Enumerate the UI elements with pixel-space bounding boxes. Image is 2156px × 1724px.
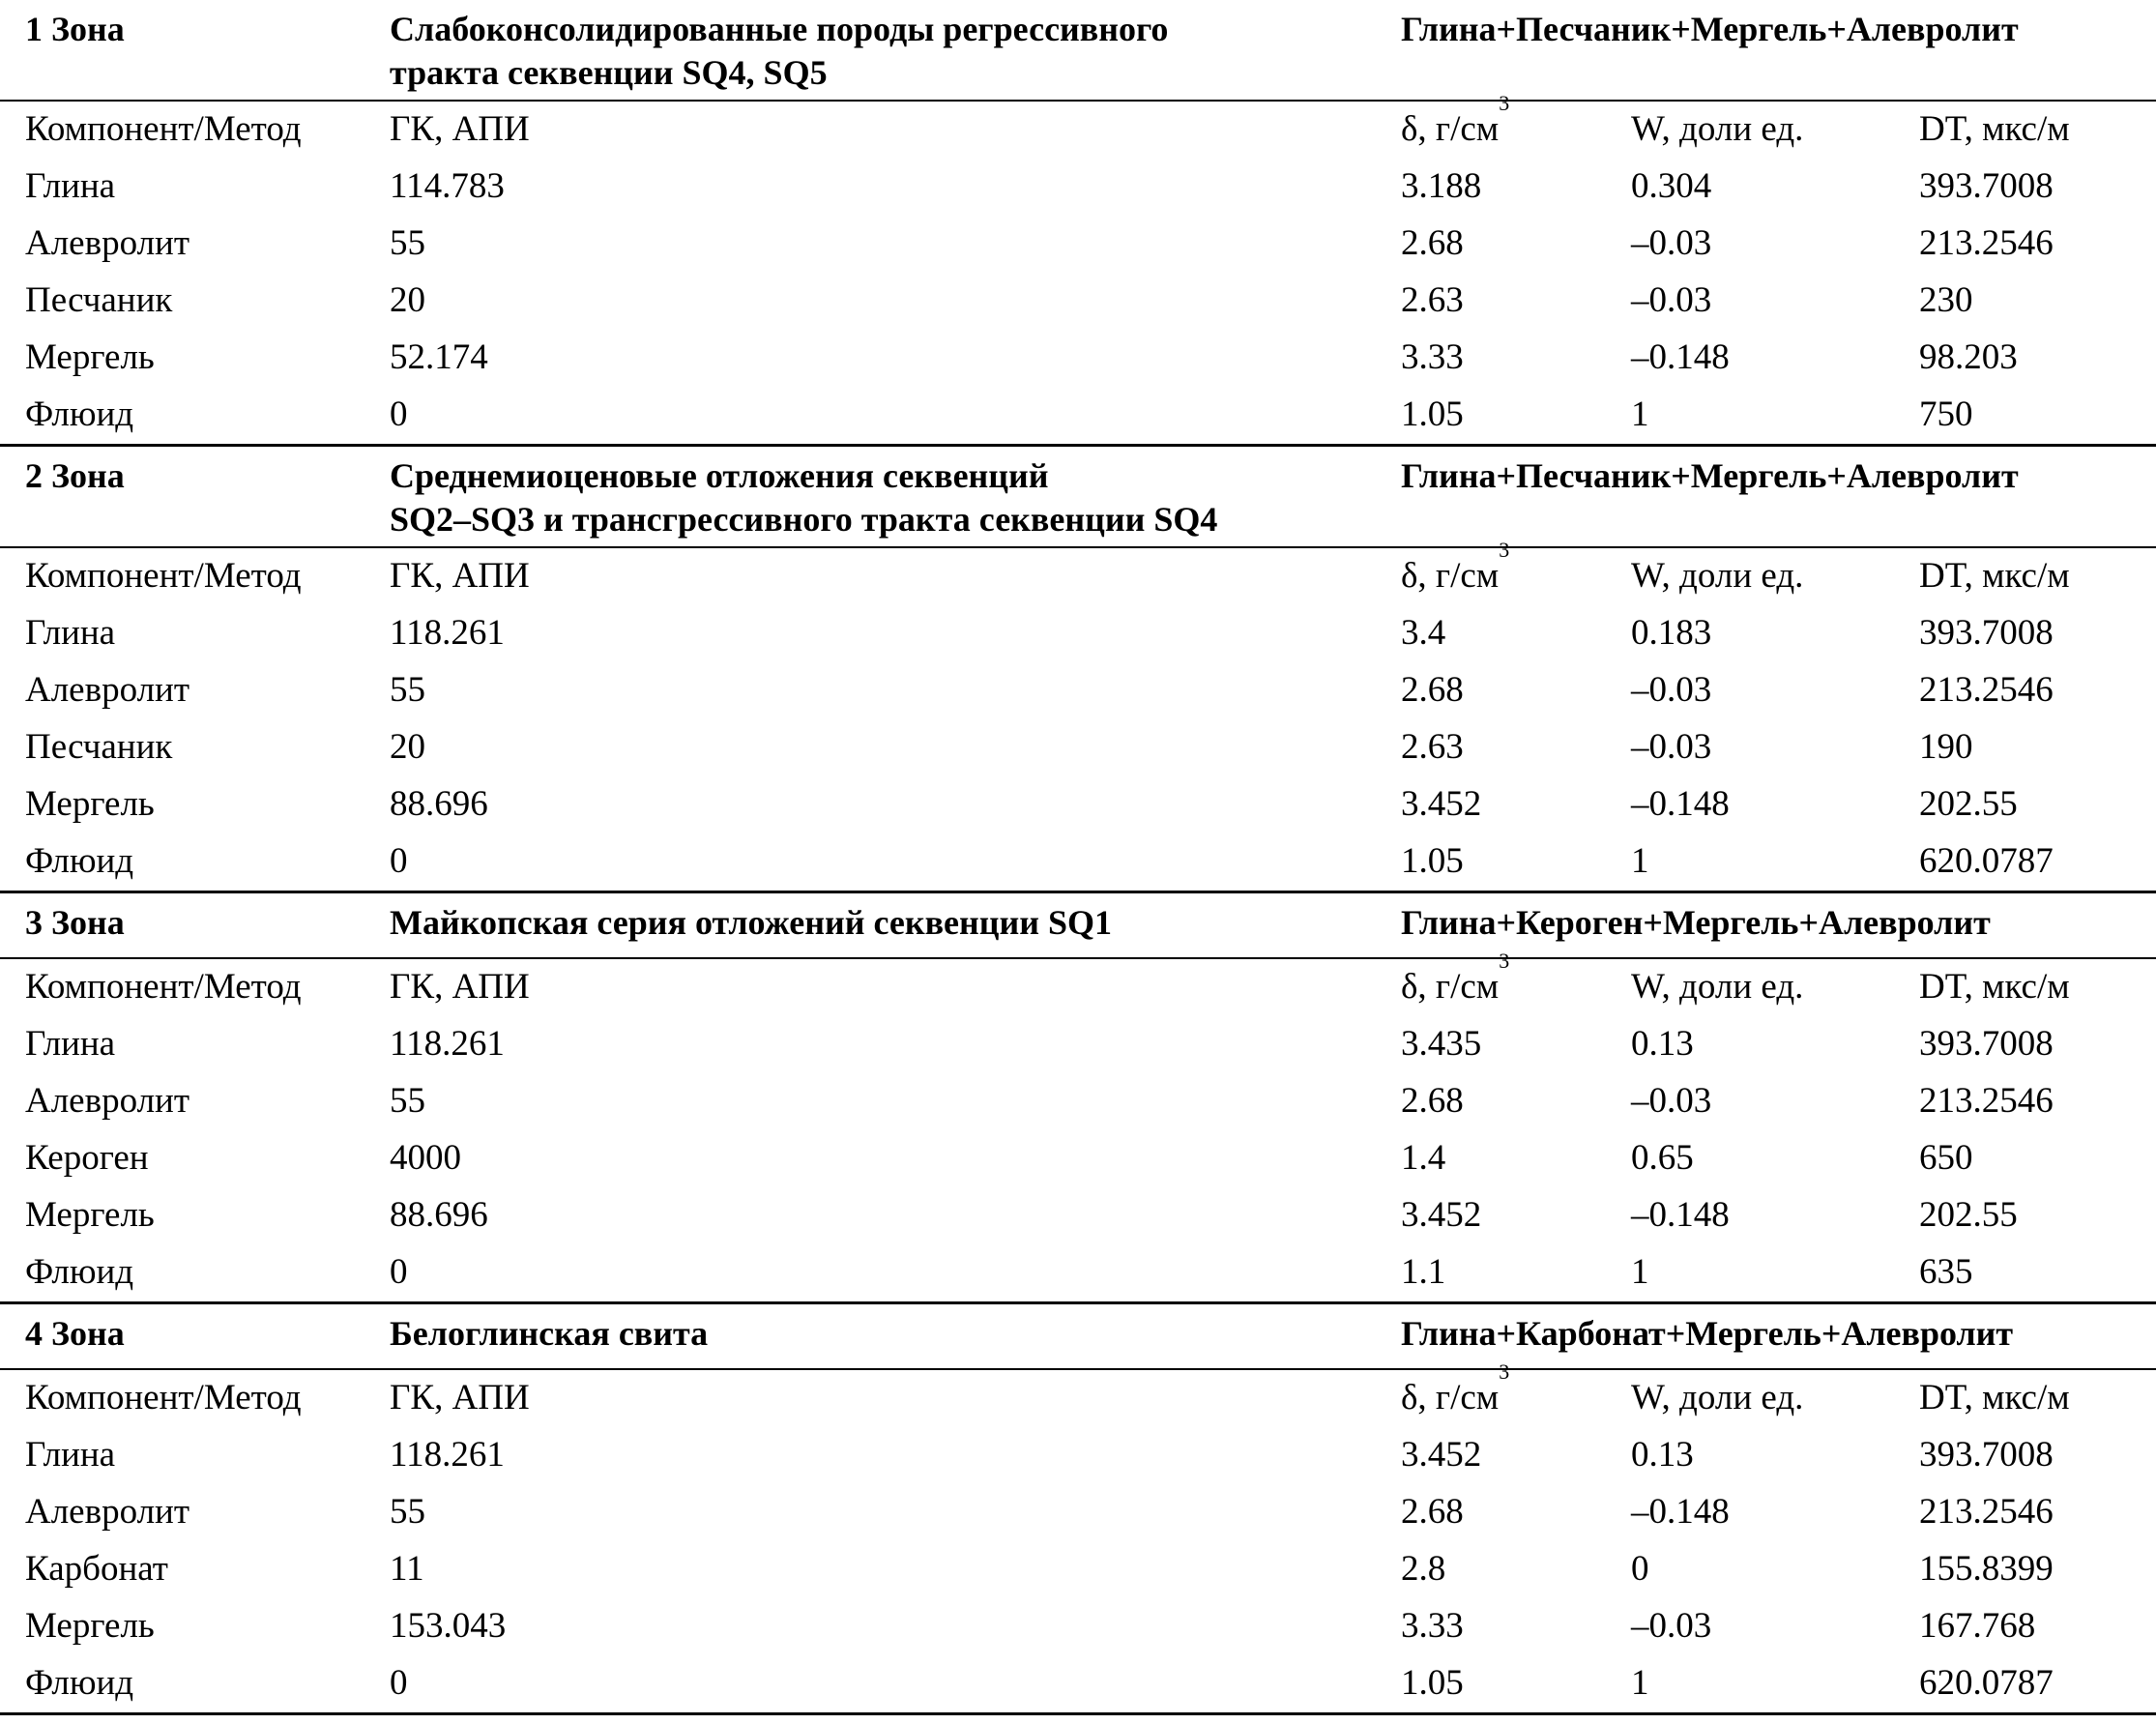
density-unit: δ, г/см (1401, 109, 1500, 149)
component-name: Глина (25, 1435, 116, 1475)
table-row (0, 1598, 2156, 1655)
w-value: –0.03 (1631, 223, 1712, 263)
component-name: Алевролит (25, 1081, 190, 1121)
zone-label: 1 Зона (25, 10, 125, 48)
zone-header (0, 444, 2156, 548)
density-value: 3.188 (1401, 166, 1482, 206)
table-row (0, 1484, 2156, 1541)
column-header-gk: ГК, АПИ (390, 967, 530, 1007)
component-name: Флюид (25, 394, 134, 434)
w-value: 0.13 (1631, 1435, 1694, 1475)
column-header-dt: DT, мкс/м (1919, 1378, 2070, 1417)
w-value: 0.183 (1631, 613, 1712, 653)
column-header-w: W, доли ед. (1631, 109, 1804, 149)
density-unit-exponent: 3 (1499, 949, 1510, 973)
gk-value: 55 (390, 1081, 425, 1121)
dt-value: 213.2546 (1919, 1081, 2054, 1121)
dt-value: 750 (1919, 394, 1973, 434)
zone-header (0, 0, 2156, 102)
w-value: 0.13 (1631, 1024, 1694, 1064)
table-row (0, 776, 2156, 833)
w-value: –0.148 (1631, 784, 1730, 824)
w-value: –0.03 (1631, 280, 1712, 320)
w-value: –0.03 (1631, 670, 1712, 710)
table-row (0, 1130, 2156, 1187)
density-value: 3.33 (1401, 1606, 1464, 1646)
column-header-component: Компонент/Метод (25, 1378, 302, 1417)
column-header-w: W, доли ед. (1631, 556, 1804, 596)
density-value: 2.68 (1401, 223, 1464, 263)
w-value: –0.03 (1631, 727, 1712, 767)
component-name: Глина (25, 166, 116, 206)
gk-value: 118.261 (390, 613, 505, 653)
gk-value: 55 (390, 1492, 425, 1532)
table-row (0, 1541, 2156, 1598)
w-value: –0.03 (1631, 1606, 1712, 1646)
density-value: 3.435 (1401, 1024, 1482, 1064)
dt-value: 393.7008 (1919, 1435, 2054, 1475)
density-unit-exponent: 3 (1499, 91, 1510, 115)
table-row (0, 216, 2156, 273)
dt-value: 213.2546 (1919, 670, 2054, 710)
column-header-density (1401, 949, 1510, 1009)
w-value: –0.148 (1631, 1195, 1730, 1235)
density-value: 3.452 (1401, 784, 1482, 824)
density-unit: δ, г/см (1401, 967, 1500, 1007)
zone-description (390, 1312, 708, 1356)
column-header-gk: ГК, АПИ (390, 1378, 530, 1417)
zone-model: Глина+Карбонат+Мергель+Алевролит (1401, 1314, 2014, 1353)
component-name: Мергель (25, 337, 155, 377)
gk-value: 88.696 (390, 784, 488, 824)
zone-label: 2 Зона (25, 456, 125, 495)
zone-model: Глина+Песчаник+Мергель+Алевролит (1401, 456, 2019, 495)
column-header-dt: DT, мкс/м (1919, 109, 2070, 149)
density-value: 3.452 (1401, 1195, 1482, 1235)
component-name: Мергель (25, 1606, 155, 1646)
table-row (0, 330, 2156, 387)
column-header-dt: DT, мкс/м (1919, 967, 2070, 1007)
gk-value: 52.174 (390, 337, 488, 377)
dt-value: 155.8399 (1919, 1549, 2054, 1589)
gk-value: 0 (390, 394, 408, 434)
component-name: Мергель (25, 784, 155, 824)
dt-value: 650 (1919, 1138, 1973, 1178)
w-value: –0.148 (1631, 337, 1730, 377)
zone-label: 3 Зона (25, 903, 125, 942)
density-value: 1.05 (1401, 1663, 1464, 1703)
component-name: Песчаник (25, 727, 173, 767)
density-unit: δ, г/см (1401, 1378, 1500, 1417)
w-value: –0.03 (1631, 1081, 1712, 1121)
dt-value: 620.0787 (1919, 841, 2054, 881)
dt-value: 202.55 (1919, 784, 2018, 824)
gk-value: 118.261 (390, 1435, 505, 1475)
component-name: Алевролит (25, 1492, 190, 1532)
zone-section (0, 1301, 2156, 1712)
zone-description-line: Майкопская серия отложений секвенции SQ1 (390, 903, 1113, 942)
w-value: 0.65 (1631, 1138, 1694, 1178)
zone-description-line: Среднемиоценовые отложения секвенций (390, 456, 1049, 495)
zone-description-line: SQ2–SQ3 и трансгрессивного тракта секвенции SQ4 (390, 500, 1218, 539)
w-value: –0.148 (1631, 1492, 1730, 1532)
zone-header (0, 1301, 2156, 1370)
table-row (0, 662, 2156, 719)
column-header-component: Компонент/Метод (25, 109, 302, 149)
table-row (0, 1244, 2156, 1301)
dt-value: 620.0787 (1919, 1663, 2054, 1703)
dt-value: 230 (1919, 280, 1973, 320)
dt-value: 635 (1919, 1252, 1973, 1292)
zone-description (390, 8, 1168, 95)
gk-value: 4000 (390, 1138, 461, 1178)
zone-model: Глина+Кероген+Мергель+Алевролит (1401, 903, 1991, 942)
density-value: 1.4 (1401, 1138, 1446, 1178)
column-header-row (0, 949, 2156, 1016)
column-header-row (0, 1359, 2156, 1427)
table-row (0, 159, 2156, 216)
density-unit-exponent: 3 (1499, 538, 1510, 562)
density-value: 3.452 (1401, 1435, 1482, 1475)
density-value: 1.05 (1401, 841, 1464, 881)
zone-section (0, 891, 2156, 1301)
zone-model: Глина+Песчаник+Мергель+Алевролит (1401, 10, 2019, 48)
gk-value: 11 (390, 1549, 424, 1589)
table-row (0, 387, 2156, 444)
column-header-density (1401, 538, 1510, 599)
zone-header (0, 891, 2156, 959)
density-value: 2.68 (1401, 1081, 1464, 1121)
gk-value: 118.261 (390, 1024, 505, 1064)
column-header-dt: DT, мкс/м (1919, 556, 2070, 596)
zone-section (0, 0, 2156, 444)
w-value: 1 (1631, 1252, 1649, 1292)
table-row (0, 1427, 2156, 1484)
column-header-gk: ГК, АПИ (390, 556, 530, 596)
density-unit-exponent: 3 (1499, 1359, 1510, 1384)
component-name: Песчаник (25, 280, 173, 320)
column-header-gk: ГК, АПИ (390, 109, 530, 149)
gk-value: 20 (390, 727, 425, 767)
zone-label: 4 Зона (25, 1314, 125, 1353)
dt-value: 393.7008 (1919, 1024, 2054, 1064)
column-header-component: Компонент/Метод (25, 967, 302, 1007)
table-row (0, 1016, 2156, 1073)
component-name: Глина (25, 1024, 116, 1064)
gk-value: 0 (390, 1252, 408, 1292)
gk-value: 20 (390, 280, 425, 320)
component-name: Флюид (25, 841, 134, 881)
table-row (0, 1073, 2156, 1130)
gk-value: 0 (390, 1663, 408, 1703)
zone-description (390, 901, 1112, 945)
dt-value: 393.7008 (1919, 613, 2054, 653)
gk-value: 55 (390, 223, 425, 263)
table-row (0, 1187, 2156, 1244)
dt-value: 393.7008 (1919, 166, 2054, 206)
column-header-row (0, 91, 2156, 159)
density-value: 2.63 (1401, 280, 1464, 320)
density-value: 1.1 (1401, 1252, 1446, 1292)
component-name: Флюид (25, 1252, 134, 1292)
component-name: Карбонат (25, 1549, 168, 1589)
w-value: 1 (1631, 394, 1649, 434)
table-row (0, 833, 2156, 891)
column-header-component: Компонент/Метод (25, 556, 302, 596)
density-value: 2.63 (1401, 727, 1464, 767)
dt-value: 167.768 (1919, 1606, 2036, 1646)
density-value: 2.8 (1401, 1549, 1446, 1589)
density-value: 3.33 (1401, 337, 1464, 377)
component-name: Алевролит (25, 223, 190, 263)
w-value: 1 (1631, 1663, 1649, 1703)
zone-section (0, 444, 2156, 891)
table-row (0, 719, 2156, 776)
dt-value: 190 (1919, 727, 1973, 767)
zone-description-line: тракта секвенции SQ4, SQ5 (390, 53, 828, 92)
density-unit: δ, г/см (1401, 556, 1500, 596)
w-value: 0.304 (1631, 166, 1712, 206)
dt-value: 202.55 (1919, 1195, 2018, 1235)
dt-value: 98.203 (1919, 337, 2018, 377)
density-value: 2.68 (1401, 1492, 1464, 1532)
component-name: Алевролит (25, 670, 190, 710)
density-value: 1.05 (1401, 394, 1464, 434)
dt-value: 213.2546 (1919, 223, 2054, 263)
density-value: 3.4 (1401, 613, 1446, 653)
table-bottom-rule (0, 1712, 2156, 1715)
dt-value: 213.2546 (1919, 1492, 2054, 1532)
column-header-density (1401, 1359, 1510, 1420)
zone-description-line: Слабоконсолидированные породы регрессивного (390, 10, 1169, 48)
column-header-w: W, доли ед. (1631, 967, 1804, 1007)
w-value: 1 (1631, 841, 1649, 881)
zone-description-line: Белоглинская свита (390, 1314, 709, 1353)
column-header-row (0, 538, 2156, 605)
table-row (0, 1655, 2156, 1712)
component-name: Кероген (25, 1138, 149, 1178)
gk-value: 0 (390, 841, 408, 881)
gk-value: 153.043 (390, 1606, 507, 1646)
component-name: Мергель (25, 1195, 155, 1235)
column-header-density (1401, 91, 1510, 152)
gk-value: 88.696 (390, 1195, 488, 1235)
zone-description (390, 454, 1217, 541)
table-row (0, 605, 2156, 662)
component-name: Глина (25, 613, 116, 653)
column-header-w: W, доли ед. (1631, 1378, 1804, 1417)
gk-value: 114.783 (390, 166, 505, 206)
gk-value: 55 (390, 670, 425, 710)
component-name: Флюид (25, 1663, 134, 1703)
density-value: 2.68 (1401, 670, 1464, 710)
table-row (0, 273, 2156, 330)
w-value: 0 (1631, 1549, 1649, 1589)
